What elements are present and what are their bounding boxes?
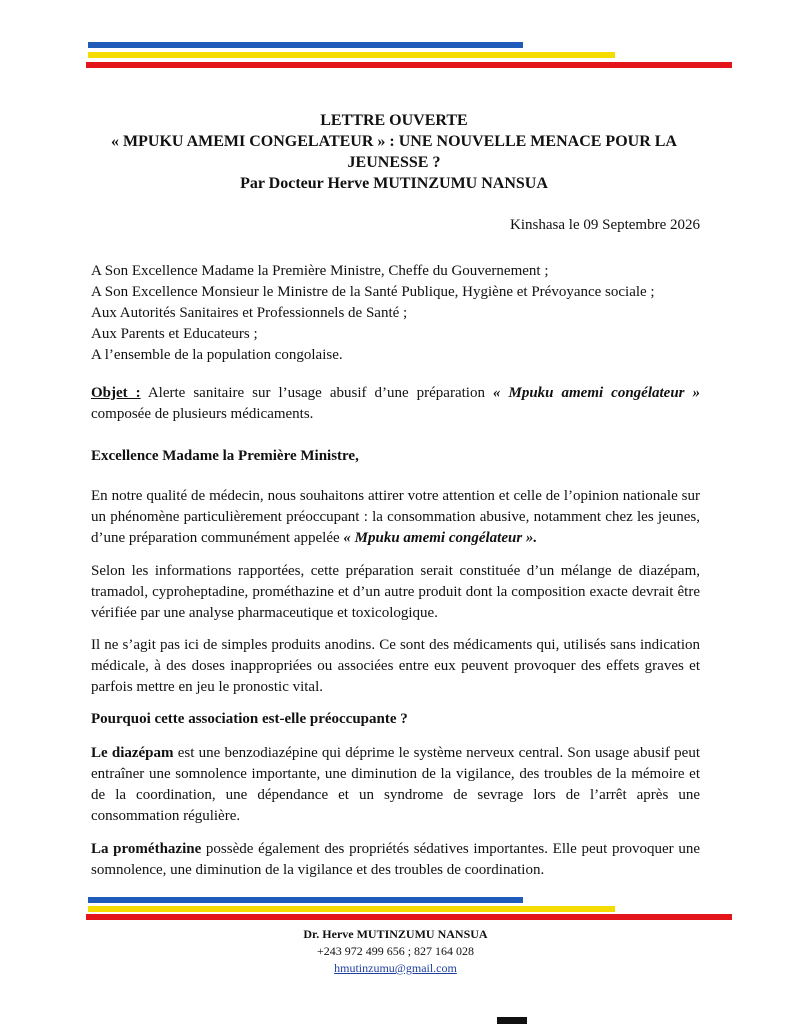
diazepam-text: est une benzodiazépine qui déprime le système nerveux central. Son usage abusif peut entraîner une somnolence importante, une diminution de la vigilance, des troubles de la mémoire et de la coordination, une dépendance et un syndrome de sevrage lors de l’arrêt après une consommation régulière.: [91, 745, 700, 824]
letter-title: [88, 110, 700, 194]
section-question: Pourquoi cette association est-elle préoccupante ?: [91, 711, 408, 727]
body-paragraph-2: Selon les informations rapportées, cette préparation serait constituée d’un mélange de diazépam, tramadol, cyproheptadine, prométhazine et d’un autre produit dont la composition exacte devrait être vérifiée par une analyse pharmaceutique et toxicologique.: [91, 563, 700, 621]
blue-stripe: [88, 42, 523, 48]
footer-name: Dr. Herve MUTINZUMU NANSUA: [303, 927, 488, 941]
subject-paragraph: [91, 383, 700, 425]
recipient-item: Aux Parents et Educateurs ;: [91, 326, 258, 342]
subject-text: Alerte sanitaire sur l’usage abusif d’une préparation: [140, 385, 493, 401]
title-line-3: JEUNESSE ?: [347, 154, 441, 171]
date-place: Kinshasa le 09 Septembre 2026: [510, 217, 700, 233]
subject-quote: « Mpuku amemi congélateur »: [492, 385, 701, 401]
promethazine-term: La prométhazine: [91, 841, 202, 857]
title-line-1: LETTRE OUVERTE: [320, 112, 468, 129]
salutation: Excellence Madame la Première Ministre,: [91, 448, 359, 464]
footer-phones: +243 972 499 656 ; 827 164 028: [316, 944, 475, 958]
recipient-item: Aux Autorités Sanitaires et Professionnels de Santé ;: [91, 305, 408, 321]
yellow-stripe: [88, 52, 615, 58]
recipient-item: A Son Excellence Monsieur le Ministre de la Santé Publique, Hygiène et Prévoyance sociale ;: [91, 284, 655, 300]
body-paragraph-1-text: En notre qualité de médecin, nous souhaitons attirer votre attention et celle de l’opinion nationale sur un phénomène particulièrement préoccupant : la consommation abusive, notamment chez les jeunes, d’une préparation communément appelée: [91, 488, 700, 546]
recipient-item: A l’ensemble de la population congolaise.: [91, 347, 343, 363]
body-paragraph-diazepam: [91, 743, 700, 827]
subject-text-end: composée de plusieurs médicaments.: [91, 406, 314, 422]
footer-email-link[interactable]: hmutinzumu@gmail.com: [334, 961, 457, 975]
page-edge-mark: [497, 1017, 527, 1024]
diazepam-term: Le diazépam: [91, 745, 174, 761]
body-paragraph-1: [91, 486, 700, 549]
footer-red-stripe: [86, 914, 732, 920]
body-paragraph-1-quote: « Mpuku amemi congélateur ».: [343, 530, 538, 546]
subject-label: Objet :: [91, 385, 141, 401]
recipient-item: A Son Excellence Madame la Première Ministre, Cheffe du Gouvernement ;: [91, 263, 549, 279]
red-stripe: [86, 62, 732, 68]
footer-yellow-stripe: [88, 906, 615, 912]
footer-contact: [0, 926, 791, 977]
recipients-list: [91, 261, 711, 366]
footer-blue-stripe: [88, 897, 523, 903]
body-paragraph-promethazine: [91, 839, 700, 881]
body-paragraph-3: Il ne s’agit pas ici de simples produits anodins. Ce sont des médicaments qui, utilisés sans indication médicale, à des doses inappropriées ou associées entre eux peuvent provoquer des effets graves et parfois mettre en jeu le pronostic vital.: [91, 637, 700, 695]
promethazine-text: possède également des propriétés sédatives importantes. Elle peut provoquer une somnolence, une diminution de la vigilance et des troubles de coordination.: [91, 841, 700, 878]
title-line-2: « MPUKU AMEMI CONGELATEUR » : UNE NOUVELLE MENACE POUR LA: [111, 133, 677, 150]
header-flag-stripes: [0, 0, 791, 80]
author-line: Par Docteur Herve MUTINZUMU NANSUA: [240, 175, 548, 192]
